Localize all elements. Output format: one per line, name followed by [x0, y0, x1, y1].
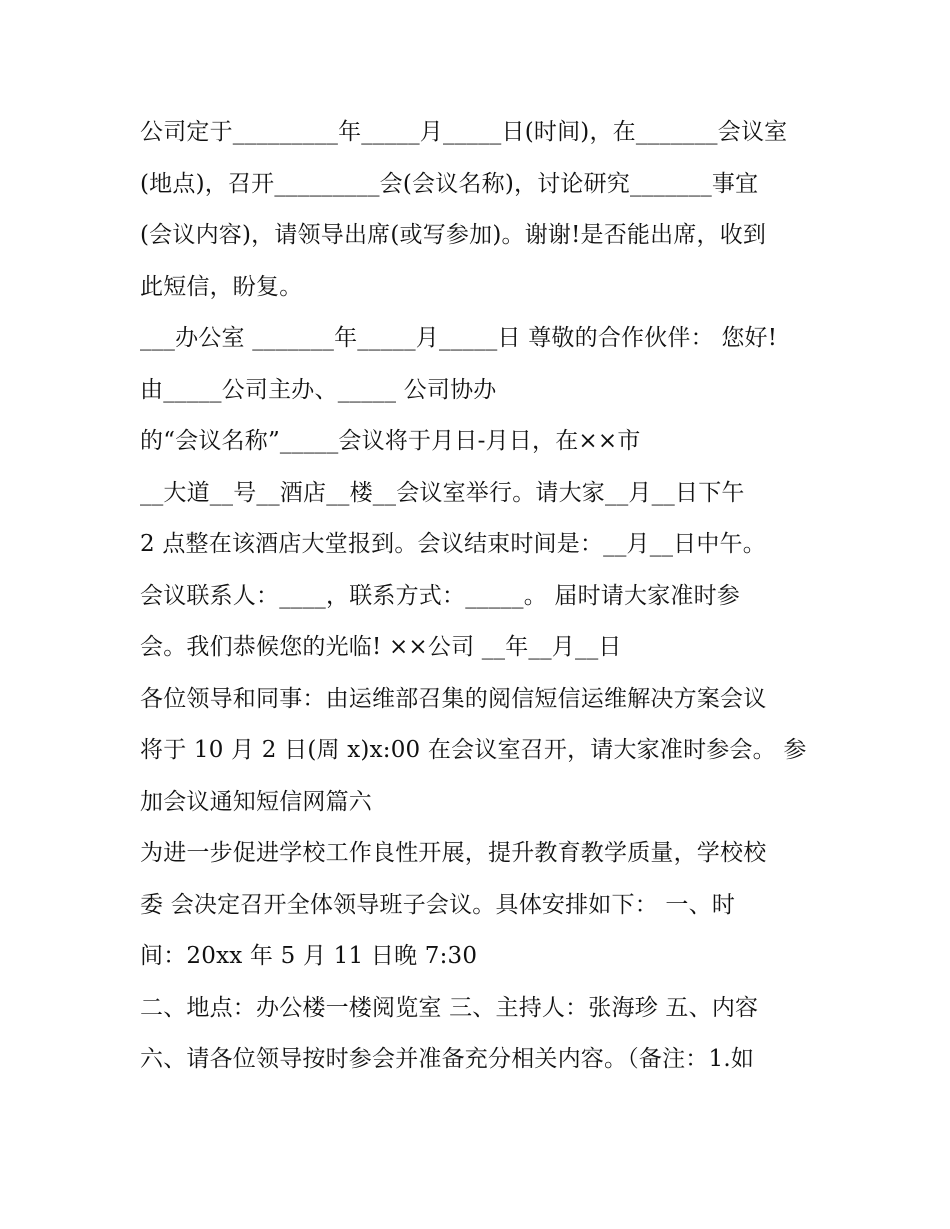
- text-line: 公司定于_________年_____月_____日(时间)，在_______会议室: [140, 119, 788, 145]
- document-body: [140, 107, 830, 1086]
- text-line: __大道__号__酒店__楼__会议室举行。请大家__月__日下午: [140, 479, 745, 506]
- text-line: 为进一步促进学校工作良性开展，提升教育教学质量，学校校: [140, 840, 767, 866]
- text-line: (地点)，召开_________会(会议名称)，讨论研究_______事宜: [140, 170, 759, 197]
- text-line: 二、地点：办公楼一楼阅览室 三、主持人：张海珍 五、内容: [140, 994, 759, 1021]
- text-line: (会议内容)，请领导出席(或写参加)。谢谢!是否能出席，收到: [140, 222, 767, 248]
- text-line: ___办公室 _______年_____月_____日 尊敬的合作伙伴： 您好!: [140, 325, 778, 351]
- text-line: 的“会议名称”_____会议将于月日-月日，在××市: [140, 428, 641, 454]
- text-line: 将于 10 月 2 日(周 x)x:00 在会议室召开，请大家准时参会。 参: [140, 737, 807, 763]
- text-line: 加会议通知短信网篇六: [140, 788, 372, 815]
- text-line: 委 会决定召开全体领导班子会议。具体安排如下： 一、时: [140, 891, 736, 918]
- text-line: 由_____公司主办、_____ 公司协办: [140, 376, 497, 403]
- text-line: 各位领导和同事：由运维部召集的阅信短信运维解决方案会议: [140, 685, 767, 712]
- text-line: 会。我们恭候您的光临! ××公司 __年__月__日: [140, 634, 622, 660]
- text-line: 会议联系人：____，联系方式：_____。 届时请大家准时参: [140, 582, 741, 609]
- text-line: 2 点整在该酒店大堂报到。会议结束时间是：__月__日中午。: [140, 531, 766, 557]
- text-line: 六、请各位领导按时参会并准备充分相关内容。（备注：1.如: [140, 1046, 755, 1072]
- text-line: 此短信，盼复。: [140, 273, 303, 300]
- text-line: 间：20xx 年 5 月 11 日晚 7:30: [140, 943, 478, 969]
